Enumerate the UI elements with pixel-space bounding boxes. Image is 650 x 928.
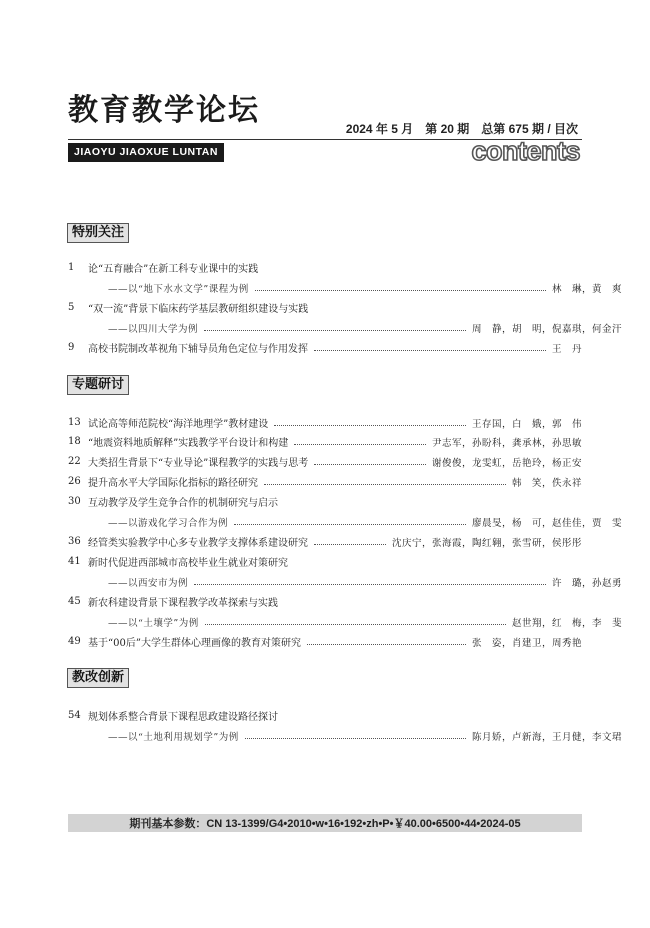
toc-subtitle-entry[interactable] xyxy=(68,513,622,530)
page-number: 5 xyxy=(68,302,75,313)
page-number: 22 xyxy=(68,456,81,467)
article-authors: 王存国，白 娥，郭 伟 xyxy=(471,418,582,430)
article-authors: 周 静，胡 明，倪嘉琪，何金汗 xyxy=(471,323,622,335)
section-heading: 教改创新 xyxy=(67,668,129,688)
page-number: 9 xyxy=(68,342,75,353)
contents-word: contents xyxy=(471,136,580,166)
toc-entry[interactable] xyxy=(68,414,582,431)
article-authors: 许 璐，孙赵勇 xyxy=(551,577,622,589)
article-authors: 谢俊俊，龙雯虹，岳艳玲，杨正安 xyxy=(431,457,582,469)
toc-entry[interactable] xyxy=(68,453,582,470)
article-authors: 韩 笑，佚永祥 xyxy=(511,477,582,489)
article-authors: 林 琳，黄 爽 xyxy=(551,283,622,295)
toc-subtitle-entry[interactable] xyxy=(68,573,622,590)
page-number: 41 xyxy=(68,556,81,567)
toc-entry[interactable] xyxy=(68,433,582,450)
article-title: 新时代促进西部城市高校毕业生就业对策研究 xyxy=(88,558,288,569)
article-authors: 张 姿，肖建卫，周秀艳 xyxy=(471,637,582,649)
leader-dots xyxy=(307,644,466,645)
toc-subtitle-entry[interactable] xyxy=(68,279,622,296)
article-title: 试论高等师范院校“海洋地理学”教材建设 xyxy=(88,419,269,430)
article-subtitle: ——以“土壤学”为例 xyxy=(108,617,199,629)
article-authors: 尹志军，孙盼科，龚承林，孙思敏 xyxy=(431,437,582,449)
page-number: 30 xyxy=(68,496,81,507)
leader-dots xyxy=(264,484,506,485)
toc-entry[interactable] xyxy=(68,533,582,550)
leader-dots xyxy=(234,524,466,525)
leader-dots xyxy=(205,624,506,625)
article-title: 互动教学及学生竞争合作的机制研究与启示 xyxy=(88,498,278,509)
article-title: 高校书院制改革视角下辅导员角色定位与作用发挥 xyxy=(88,344,308,355)
article-authors: 赵世翔，红 梅，李 斐 xyxy=(511,617,622,629)
article-authors: 廖晨旻，杨 可，赵佳佳，贾 雯 xyxy=(471,517,622,529)
leader-dots xyxy=(194,584,546,585)
article-authors: 王 丹 xyxy=(551,343,582,355)
toc-subtitle-entry[interactable] xyxy=(68,727,622,744)
toc-entry[interactable] xyxy=(68,339,582,356)
section-heading: 特别关注 xyxy=(67,223,129,243)
article-title: 论“五育融合”在新工科专业课中的实践 xyxy=(88,264,259,275)
article-authors: 沈庆宁，张海霞，陶红翱，张雪研，侯彤彤 xyxy=(391,537,582,549)
article-authors: 陈月娇，卢新海，王月健，李文珺 xyxy=(471,731,622,743)
page-number: 18 xyxy=(68,436,81,447)
section-heading: 专题研讨 xyxy=(67,375,129,395)
pinyin-title: JIAOYU JIAOXUE LUNTAN xyxy=(68,143,224,162)
leader-dots xyxy=(274,425,466,426)
toc-entry[interactable] xyxy=(68,473,582,490)
toc-entry[interactable] xyxy=(68,707,582,724)
toc-entry[interactable] xyxy=(68,593,582,610)
article-subtitle: ——以“土地利用规划学”为例 xyxy=(108,731,239,743)
leader-dots xyxy=(204,330,466,331)
article-title: 提升高水平大学国际化指标的路径研究 xyxy=(88,478,258,489)
page-number: 26 xyxy=(68,476,81,487)
article-subtitle: ——以游戏化学习合作为例 xyxy=(108,517,229,529)
page-number: 49 xyxy=(68,636,81,647)
article-title: “双一流”背景下临床药学基层教研组织建设与实践 xyxy=(88,304,309,315)
article-title: “地震资料地质解释”实践教学平台设计和构建 xyxy=(88,438,289,449)
toc-entry[interactable] xyxy=(68,259,582,276)
toc-entry[interactable] xyxy=(68,299,582,316)
journal-title: 教育教学论坛 xyxy=(68,93,260,128)
leader-dots xyxy=(245,738,466,739)
article-title: 新农科建设背景下课程教学改革探索与实践 xyxy=(88,598,278,609)
article-subtitle: ——以四川大学为例 xyxy=(108,323,199,335)
leader-dots xyxy=(314,350,546,351)
leader-dots xyxy=(314,464,426,465)
toc-subtitle-entry[interactable] xyxy=(68,319,622,336)
toc-entry[interactable] xyxy=(68,553,582,570)
article-title: 大类招生背景下“专业导论”课程教学的实践与思考 xyxy=(88,458,309,469)
page-number: 1 xyxy=(68,262,75,273)
issue-line: 2024 年 5 月 第 20 期 总第 675 期 / 目次 xyxy=(345,122,578,136)
page-number: 45 xyxy=(68,596,81,607)
article-subtitle: ——以“地下水水文学”课程为例 xyxy=(108,283,249,295)
leader-dots xyxy=(314,544,386,545)
page-number: 13 xyxy=(68,417,81,428)
leader-dots xyxy=(294,444,426,445)
article-subtitle: ——以西安市为例 xyxy=(108,577,189,589)
journal-parameters-bar xyxy=(68,814,582,832)
toc-entry[interactable] xyxy=(68,633,582,650)
toc-entry[interactable] xyxy=(68,493,582,510)
article-title: 经管类实验教学中心多专业教学支撑体系建设研究 xyxy=(88,538,308,549)
journal-parameters: 期刊基本参数：CN 13-1399/G4•2010•w•16•192•zh•P•￥40.00•6500•44•2024-05 xyxy=(129,818,521,830)
toc-subtitle-entry[interactable] xyxy=(68,613,622,630)
leader-dots xyxy=(255,290,546,291)
article-title: 基于“00后”大学生群体心理画像的教育对策研究 xyxy=(88,638,301,649)
page-number: 54 xyxy=(68,710,81,721)
page-number: 36 xyxy=(68,536,81,547)
article-title: 规划体系整合背景下课程思政建设路径探讨 xyxy=(88,712,278,723)
